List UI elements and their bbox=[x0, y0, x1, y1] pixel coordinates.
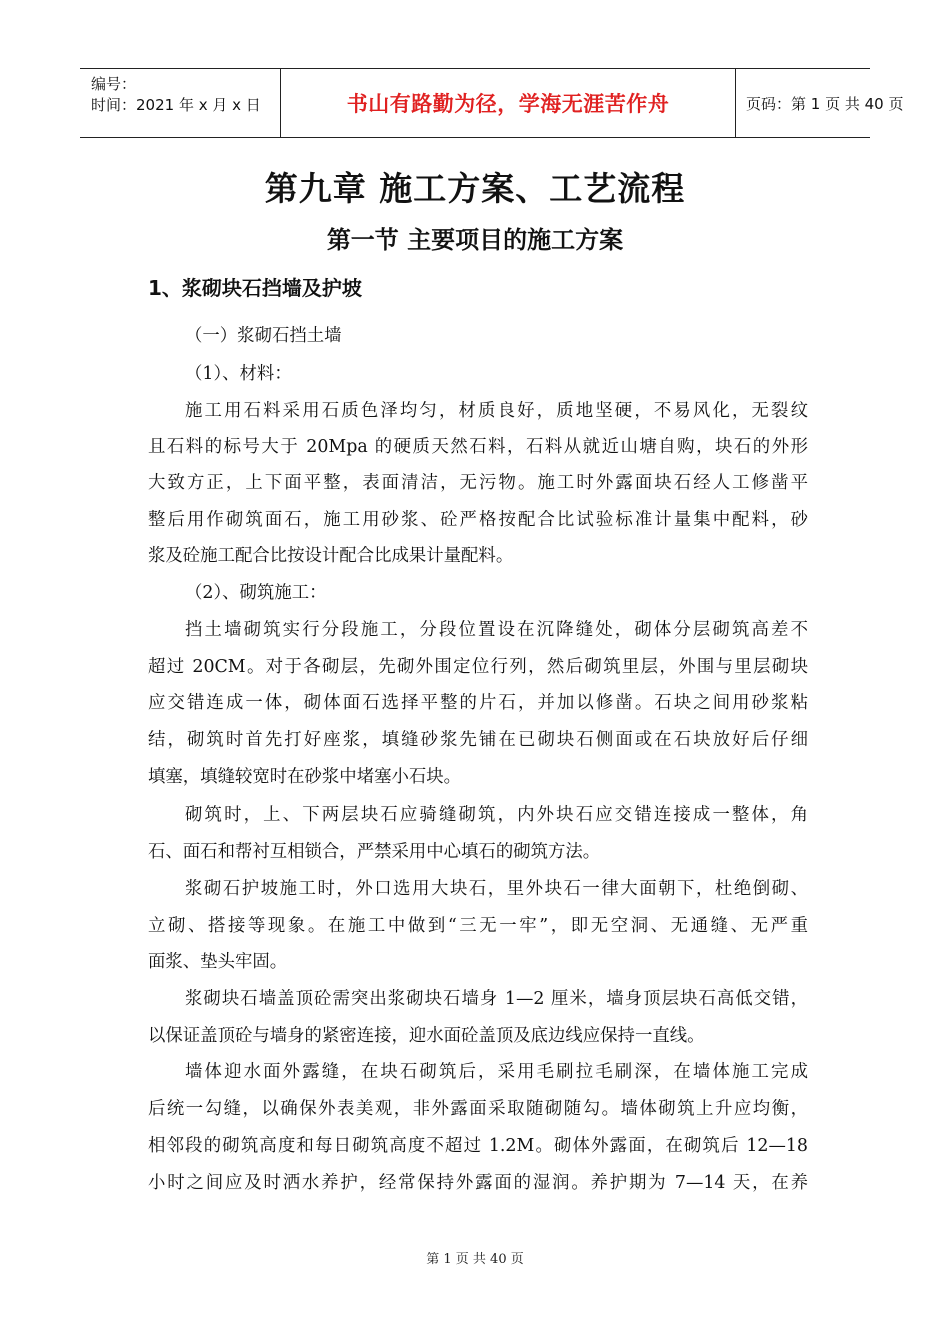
paragraph-line: 以保证盖顶砼与墙身的紧密连接，迎水面砼盖顶及底边线应保持一直线。 bbox=[148, 1026, 705, 1046]
paragraph-line: 结，砌筑时首先打好座浆，填缝砂浆先铺在已砌块石侧面或在石块放好后仔细 bbox=[148, 730, 808, 750]
paragraph-line: 墙体迎水面外露缝，在块石砌筑后，采用毛刷拉毛刷深，在墙体施工完成 bbox=[185, 1062, 808, 1082]
paragraph-line: 立砌、搭接等现象。在施工中做到“三无一牢”，即无空洞、无通缝、无严重 bbox=[148, 916, 808, 936]
paragraph-line: 面浆、垫头牢固。 bbox=[148, 952, 288, 972]
time-label: 时间：2021 年 x 月 x 日 bbox=[91, 96, 261, 114]
paragraph-line: 浆砌石护坡施工时，外口选用大块石，里外块石一律大面朝下，杜绝倒砌、 bbox=[185, 879, 808, 899]
paragraph-line: 超过 20CM。对于各砌层，先砌外围定位行列，然后砌筑里层，外围与里层砌块 bbox=[148, 657, 808, 677]
paragraph-line: 且石料的标号大于 20Mpa 的硬质天然石料，石料从就近山塘自购，块石的外形 bbox=[148, 437, 808, 457]
paragraph-line: 挡土墙砌筑实行分段施工，分段位置设在沉降缝处，砌体分层砌筑高差不 bbox=[185, 620, 808, 640]
chapter-title: 第九章 施工方案、工艺流程 bbox=[264, 169, 686, 208]
page-info: 页码：第 1 页 共 40 页 bbox=[746, 94, 904, 113]
paragraph-line: 石、面石和帮衬互相锁合，严禁采用中心填石的砌筑方法。 bbox=[148, 842, 601, 862]
header-motto-cell bbox=[280, 69, 736, 137]
paragraph-line: 小时之间应及时洒水养护，经常保持外露面的湿润。养护期为 7—14 天，在养 bbox=[148, 1173, 808, 1193]
header-meta bbox=[80, 69, 280, 137]
subheading-masonry: （2）、砌筑施工： bbox=[185, 583, 327, 603]
paragraph-line: 填塞，填缝较宽时在砂浆中堵塞小石块。 bbox=[148, 767, 462, 787]
page-header bbox=[80, 68, 904, 138]
paragraph-line: 砌筑时，上、下两层块石应骑缝砌筑，内外块石应交错连接成一整体，角 bbox=[185, 805, 808, 825]
paragraph-line: 浆砌块石墙盖顶砼需突出浆砌块石墙身 1—2 厘米，墙身顶层块石高低交错， bbox=[185, 989, 808, 1009]
number-label: 编号： bbox=[91, 75, 137, 93]
paragraph-line: 相邻段的砌筑高度和每日砌筑高度不超过 1.2M。砌体外露面，在砌筑后 12—18 bbox=[148, 1136, 808, 1156]
subheading-materials: （1）、材料： bbox=[185, 364, 292, 384]
paragraph-line: 浆及砼施工配合比按设计配合比成果计量配料。 bbox=[148, 546, 514, 566]
page-footer: 第 1 页 共 40 页 bbox=[426, 1252, 524, 1267]
paragraph-line: 应交错连成一体，砌体面石选择平整的片石，并加以修凿。石块之间用砂浆粘 bbox=[148, 693, 808, 713]
paragraph-line: 后统一勾缝，以确保外表美观，非外露面采取随砌随勾。墙体砌筑上升应均衡， bbox=[148, 1099, 808, 1119]
section-title: 第一节 主要项目的施工方案 bbox=[326, 226, 624, 254]
paragraph-line: 施工用石料采用石质色泽均匀，材质良好，质地坚硬，不易风化，无裂纹 bbox=[185, 401, 808, 421]
motto-text: 书山有路勤为径，学海无涯苦作舟 bbox=[346, 92, 670, 116]
header-page-cell bbox=[735, 69, 904, 137]
subheading-1: （一）浆砌石挡土墙 bbox=[185, 326, 342, 346]
paragraph-line: 大致方正，上下面平整，表面清洁，无污物。施工时外露面块石经人工修凿平 bbox=[148, 473, 808, 493]
paragraph-line: 整后用作砌筑面石，施工用砂浆、砼严格按配合比试验标准计量集中配料，砂 bbox=[148, 510, 808, 530]
heading-1: 1、浆砌块石挡墙及护坡 bbox=[148, 276, 362, 300]
